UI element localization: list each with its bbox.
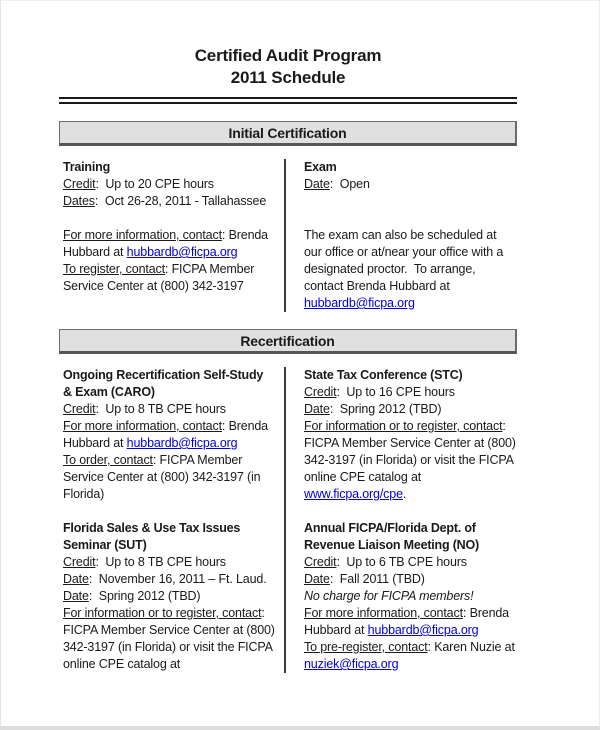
text-segment: : Fall 2011 (TBD): [329, 572, 425, 586]
text-segment: For more information, contact: [304, 606, 463, 620]
paragraph: [63, 261, 275, 295]
title-line-1: Certified Audit Program: [194, 46, 382, 65]
text-segment: Date: [304, 402, 330, 416]
paragraph: [304, 159, 517, 176]
page-content: [59, 1, 517, 673]
hubbardb-email-link[interactable]: hubbardb@ficpa.org: [126, 436, 238, 450]
text-segment: : Karen Nuzie at: [427, 640, 515, 654]
paragraph: [63, 176, 275, 193]
paragraph: [63, 367, 275, 401]
text-segment: Credit: [63, 555, 96, 569]
training-column: [63, 159, 275, 312]
paragraph: [304, 520, 517, 554]
paragraph: [63, 401, 275, 418]
paragraph: [304, 571, 517, 588]
blank-line: [63, 210, 275, 227]
nuziek-email-link[interactable]: nuziek@ficpa.org: [304, 657, 399, 671]
ficpa-cpe-catalog-link[interactable]: www.ficpa.org/cpe: [304, 487, 403, 501]
text-block: [304, 367, 517, 503]
title-line-2: 2011 Schedule: [230, 68, 346, 87]
initial-certification-banner: Initial Certification: [59, 121, 517, 146]
text-segment: Date: [63, 589, 89, 603]
recert-right-column: [286, 367, 517, 673]
exam-column: [286, 159, 517, 312]
recertification-section: [59, 354, 517, 673]
text-segment: Florida Sales & Use Tax Issues Seminar (SUT): [63, 521, 241, 552]
text-segment: For information or to register, contact: [304, 419, 503, 433]
paragraph: [63, 159, 275, 176]
hubbardb-email-link[interactable]: hubbardb@ficpa.org: [367, 623, 479, 637]
text-segment: For information or to register, contact: [63, 606, 262, 620]
text-segment: No charge for FICPA members!: [304, 589, 474, 603]
paragraph: [304, 418, 517, 503]
blank-line: [304, 193, 517, 210]
text-segment: : Spring 2012 (TBD): [329, 402, 442, 416]
text-segment: For more information, contact: [63, 228, 222, 242]
paragraph: [304, 588, 517, 605]
text-segment: : FICPA Member Service Center at (800) 342-3197: [63, 262, 255, 293]
text-segment: To pre-register, contact: [304, 640, 428, 654]
hubbardb-email-link[interactable]: hubbardb@ficpa.org: [304, 296, 415, 310]
text-segment: Ongoing Recertification Self-Study & Exam (CARO): [63, 368, 264, 399]
text-segment: The exam can also be scheduled at our office or at/near your office with a designated proctor. To arrange, contact Brenda Hubbard at: [304, 228, 504, 293]
paragraph: [304, 401, 517, 418]
paragraph: [63, 452, 275, 503]
recertification-banner: Recertification: [59, 329, 517, 354]
text-segment: : FICPA Member Service Center at (800) 342-3197 (in Florida) or visit the FICPA online CPE catalog at: [63, 606, 275, 671]
text-segment: : Up to 8 TB CPE hours: [95, 555, 226, 569]
text-segment: Credit: [304, 385, 337, 399]
paragraph: [63, 193, 275, 210]
text-segment: : Brenda Hubbard at: [63, 228, 268, 259]
text-segment: .: [402, 487, 407, 501]
text-segment: To register, contact: [63, 262, 165, 276]
paragraph: [63, 520, 275, 554]
text-segment: Exam: [304, 160, 337, 174]
page-title: [59, 45, 517, 89]
paragraph: [304, 227, 517, 312]
hubbardb-email-link[interactable]: hubbardb@ficpa.org: [126, 245, 238, 259]
text-segment: Annual FICPA/Florida Dept. of Revenue Liaison Meeting (NO): [304, 521, 479, 552]
text-segment: : Open: [329, 177, 370, 191]
text-segment: State Tax Conference (STC): [304, 368, 463, 382]
text-segment: : Up to 6 TB CPE hours: [336, 555, 467, 569]
text-segment: : Spring 2012 (TBD): [88, 589, 201, 603]
paragraph: [63, 418, 275, 452]
text-segment: Date: [63, 572, 89, 586]
text-segment: : Up to 16 CPE hours: [336, 385, 455, 399]
blank-line: [304, 210, 517, 227]
paragraph: [63, 571, 275, 588]
text-block: [304, 159, 517, 312]
text-segment: To order, contact: [63, 453, 153, 467]
paragraph: [63, 605, 275, 673]
paragraph: [304, 554, 517, 571]
text-segment: : FICPA Member Service Center at (800) 342-3197 (in Florida): [63, 453, 261, 501]
double-rule-separator: [59, 97, 517, 104]
paragraph: [63, 588, 275, 605]
text-segment: Credit: [63, 177, 96, 191]
text-segment: Date: [304, 572, 330, 586]
text-block: [63, 520, 275, 673]
text-block: [63, 159, 275, 295]
text-block: [63, 367, 275, 503]
text-segment: : Up to 20 CPE hours: [95, 177, 214, 191]
paragraph: [304, 384, 517, 401]
text-segment: Date: [304, 177, 330, 191]
initial-certification-section: [59, 146, 517, 312]
recert-left-column: [63, 367, 275, 673]
text-segment: Dates: [63, 194, 95, 208]
text-segment: : November 16, 2011 – Ft. Laud.: [88, 572, 267, 586]
paragraph: [304, 367, 517, 384]
text-segment: For more information, contact: [63, 419, 222, 433]
text-segment: : FICPA Member Service Center at (800) 342-3197 (in Florida) or visit the FICPA online CPE catalog at: [304, 419, 516, 484]
text-block: [304, 520, 517, 673]
paragraph: [63, 554, 275, 571]
paragraph: [304, 639, 517, 673]
paragraph: [63, 227, 275, 261]
text-segment: Credit: [304, 555, 337, 569]
text-segment: : Brenda Hubbard at: [63, 419, 268, 450]
text-segment: : Oct 26-28, 2011 - Tallahassee: [94, 194, 267, 208]
text-segment: : Brenda Hubbard at: [304, 606, 509, 637]
paragraph: [304, 605, 517, 639]
text-segment: : Up to 8 TB CPE hours: [95, 402, 226, 416]
paragraph: [304, 176, 517, 193]
text-segment: Credit: [63, 402, 96, 416]
text-segment: Training: [63, 160, 111, 174]
